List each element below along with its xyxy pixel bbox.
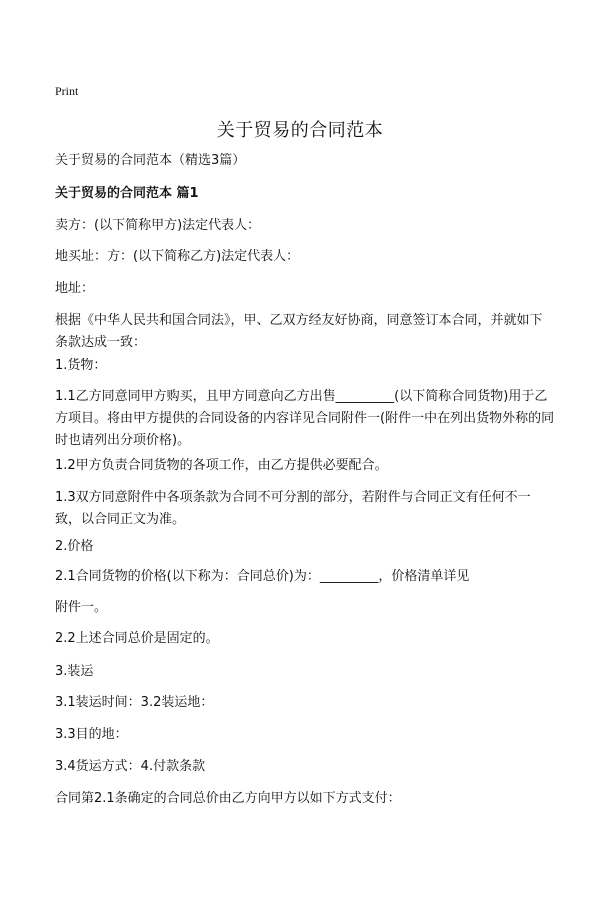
- clause-2-1: 2.1合同货物的价格(以下称为：合同总价)为：_________，价格清单详见: [55, 569, 470, 584]
- annex-line: 附件一。: [55, 600, 108, 615]
- clause-1-3: 1.3双方同意附件中各项条款为合同不可分割的部分，若附件与合同正文有任何不一致，以合同正文为准。: [55, 490, 531, 527]
- seller-line: 卖方：(以下简称甲方)法定代表人：: [55, 218, 261, 233]
- goods-heading: 1.货物：: [55, 358, 107, 373]
- clause-3-3: 3.3目的地：: [55, 727, 128, 742]
- subtitle: 关于贸易的合同范本（精选3篇）: [55, 153, 246, 168]
- payment-line: 合同第2.1条确定的合同总价由乙方向甲方以如下方式支付：: [55, 791, 401, 806]
- clause-1-1: 1.1乙方同意同甲方购买，且甲方同意向乙方出售_________(以下简称合同货物)用于乙方项目。将由甲方提供的合同设备的内容详见合同附件一(附件一中在列出货物外称的同时也请列出分项价格)。: [55, 389, 555, 448]
- print-link[interactable]: Print: [55, 84, 79, 98]
- buyer-line: 地买址：方：(以下简称乙方)法定代表人：: [55, 249, 300, 264]
- clause-3-4: 3.4货运方式：4.付款条款: [55, 759, 206, 774]
- page-title: 关于贸易的合同范本: [216, 120, 384, 141]
- clause-3-1: 3.1装运时间：3.2装运地：: [55, 695, 214, 710]
- shipping-heading: 3.装运: [55, 664, 94, 679]
- price-heading: 2.价格: [55, 539, 94, 554]
- address-line: 地址：: [55, 281, 95, 296]
- clause-1-2: 1.2甲方负责合同货物的各项工作，由乙方提供必要配合。: [55, 458, 388, 473]
- intro-paragraph: 根据《中华人民共和国合同法》，甲、乙双方经友好协商，同意签订本合同，并就如下条款达成一致：: [55, 313, 543, 350]
- section-heading: 关于贸易的合同范本 篇1: [55, 186, 199, 201]
- clause-2-2: 2.2上述合同总价是固定的。: [55, 631, 219, 646]
